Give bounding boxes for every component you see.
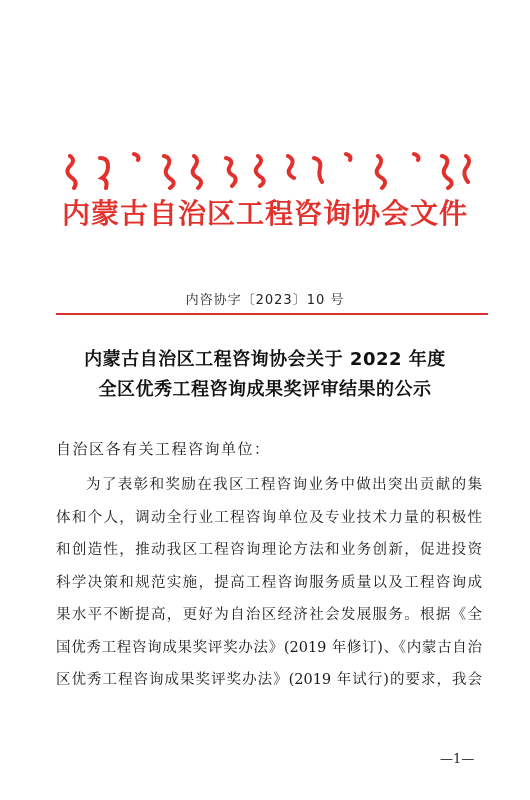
document-title-line-1: 内蒙古自治区工程咨询协会关于 2022 年度 xyxy=(84,349,446,370)
body-line: 国优秀工程咨询成果奖评奖办法》(2019 年修订)、《内蒙古自治 xyxy=(56,639,482,656)
body-line: 为了表彰和奖励在我区工程咨询业务中做出突出贡献的集 xyxy=(86,477,482,493)
document-number: 内咨协字〔2023〕10 号 xyxy=(185,293,345,308)
mongolian-script-glyphs xyxy=(62,148,474,190)
mongolian-script-title xyxy=(62,148,474,190)
header-divider xyxy=(56,313,488,315)
issuer-title: 内蒙古自治区工程咨询协会文件 xyxy=(61,197,468,230)
salutation: 自治区各有关工程咨询单位： xyxy=(56,440,271,458)
body-text xyxy=(56,469,482,697)
body-line: 体和个人，调动全行业工程咨询单位及专业技术力量的积极性 xyxy=(56,509,482,526)
document-title-line-2: 全区优秀工程咨询成果奖评审结果的公示 xyxy=(98,379,432,400)
page-number: —1— xyxy=(440,752,475,767)
body-line: 和创造性，推动我区工程咨询理论方法和业务创新，促进投资 xyxy=(56,542,482,558)
body-line: 果水平不断提高，更好为自治区经济社会发展服务。根据《全 xyxy=(56,607,482,623)
body-line: 科学决策和规范实施，提高工程咨询服务质量以及工程咨询成 xyxy=(56,574,482,591)
body-line: 区优秀工程咨询成果奖评奖办法》(2019 年试行)的要求，我会 xyxy=(56,672,482,688)
